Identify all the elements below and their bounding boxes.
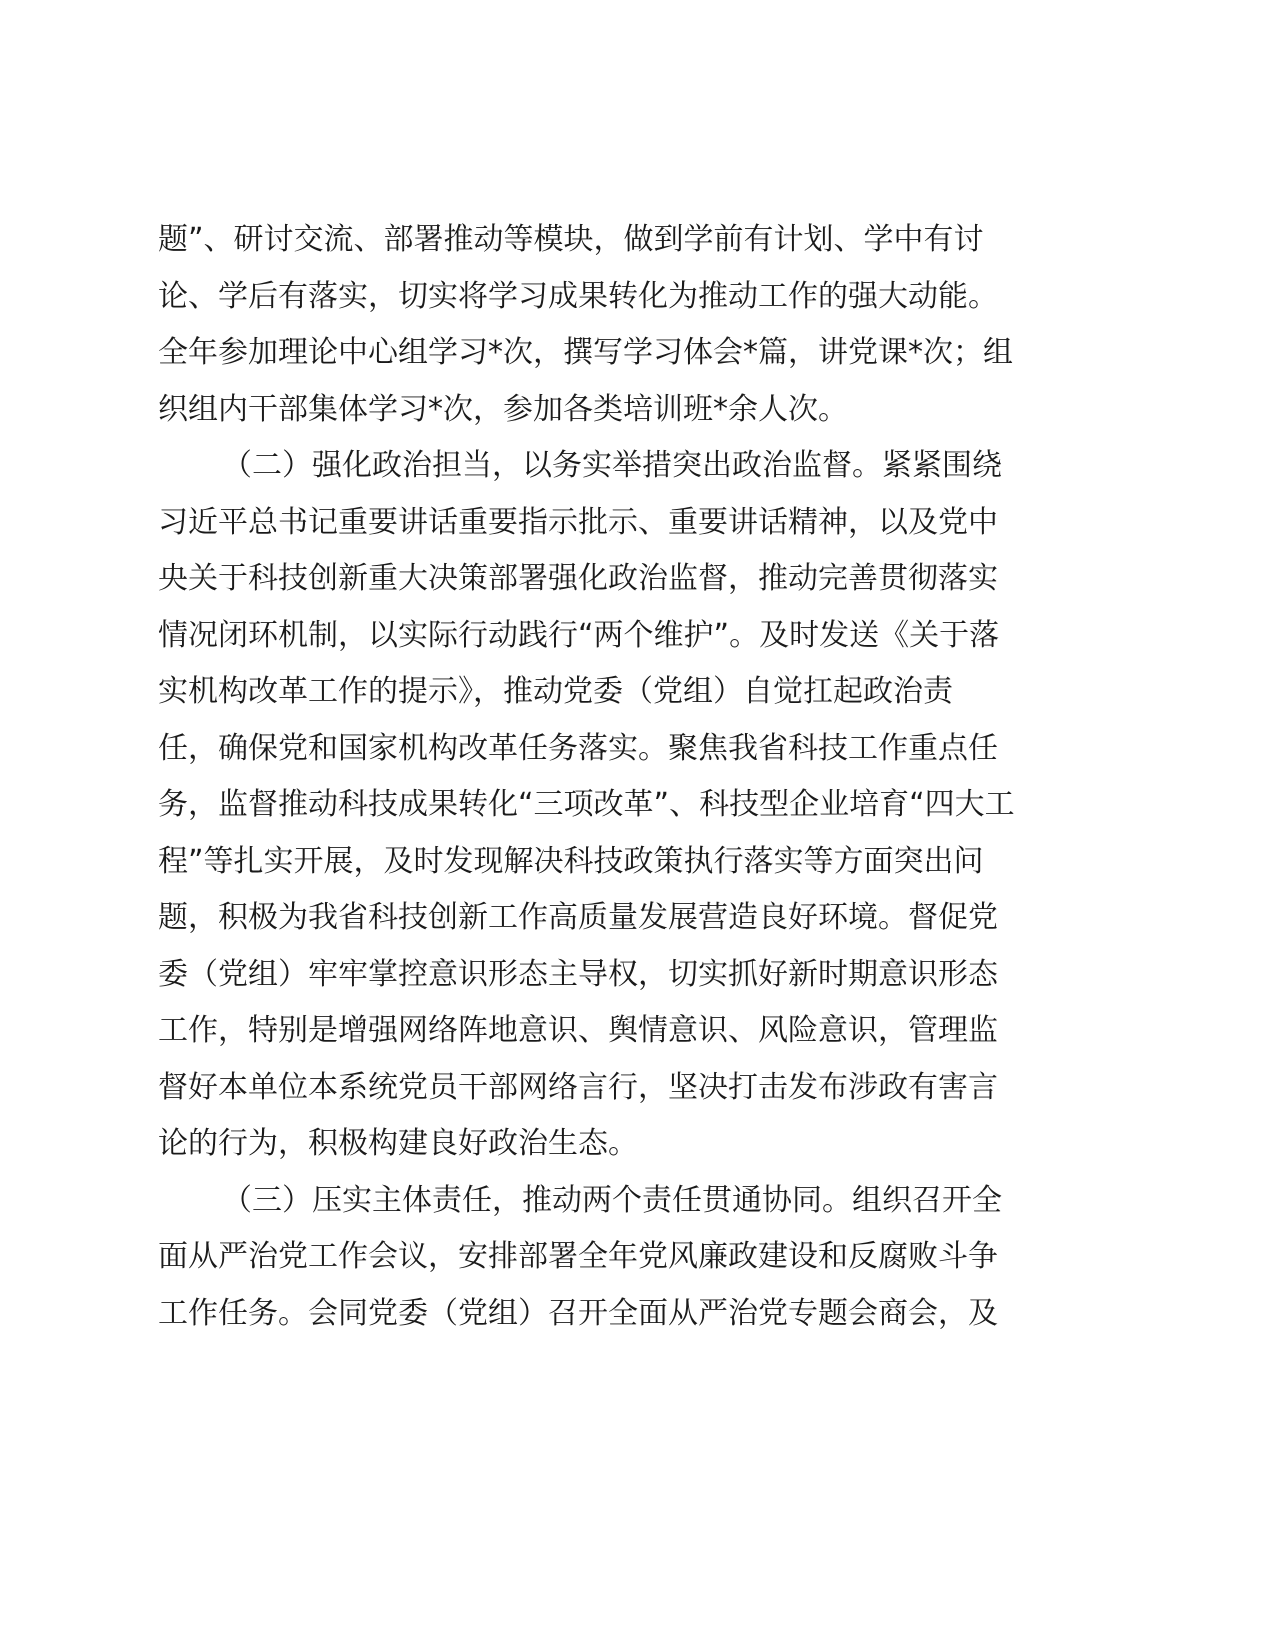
text-line: 工作，特别是增强网络阵地意识、舆情意识、风险意识，管理监 (158, 1013, 998, 1048)
text-line: 论、学后有落实，切实将学习成果转化为推动工作的强大动能。 (158, 278, 998, 314)
text-line: 务，监督推动科技成果转化“三项改革”、科技型企业培育“四大工 (158, 787, 1015, 822)
text-line: 织组内干部集体学习*次，参加各类培训班*余人次。 (158, 391, 848, 427)
text-line: 面从严治党工作会议，安排部署全年党风廉政建设和反腐败斗争 (158, 1239, 998, 1274)
text-line: 央关于科技创新重大决策部署强化政治监督，推动完善贯彻落实 (158, 561, 998, 596)
text-line: 委（党组）牢牢掌控意识形态主导权，切实抓好新时期意识形态 (158, 956, 998, 992)
text-line: 程”等扎实开展，及时发现解决科技政策执行落实等方面突出问 (158, 843, 984, 879)
section-heading-line: （三）压实主体责任，推动两个责任贯通协同。组织召开全 (222, 1182, 1002, 1218)
text-line: 题”、研讨交流、部署推动等模块，做到学前有计划、学中有讨 (158, 222, 984, 257)
body-text (158, 212, 1078, 1342)
text-line: 实机构改革工作的提示》，推动党委（党组）自觉扛起政治责 (158, 674, 953, 709)
text-line: 督好本单位本系统党员干部网络言行，坚决打击发布涉政有害言 (158, 1069, 998, 1105)
text-line: 论的行为，积极构建良好政治生态。 (158, 1126, 638, 1161)
section-heading-line: （二）强化政治担当，以务实举措突出政治监督。紧紧围绕 (222, 448, 1002, 483)
text-line: 任，确保党和国家机构改革任务落实。聚焦我省科技工作重点任 (158, 730, 998, 766)
text-line: 工作任务。会同党委（党组）召开全面从严治党专题会商会，及 (158, 1295, 998, 1331)
text-line: 全年参加理论中心组学习*次，撰写学习体会*篇，讲党课*次；组 (158, 335, 1013, 370)
text-line: 题，积极为我省科技创新工作高质量发展营造良好环境。督促党 (158, 900, 998, 935)
text-line: 情况闭环机制，以实际行动践行“两个维护”。及时发送《关于落 (158, 617, 1000, 653)
text-line: 习近平总书记重要讲话重要指示批示、重要讲话精神，以及党中 (158, 504, 998, 540)
